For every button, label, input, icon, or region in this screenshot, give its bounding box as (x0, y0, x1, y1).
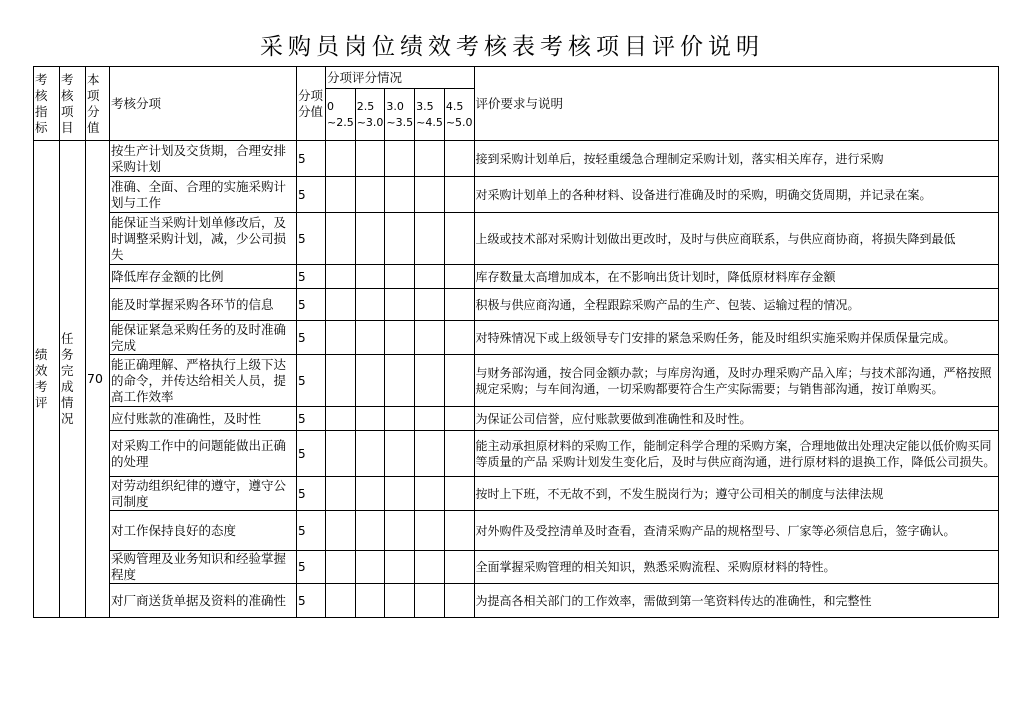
table-row (34, 289, 999, 321)
table-row (34, 355, 999, 407)
item-cell: 能及时掌握采购各环节的信息 (110, 289, 297, 321)
header-item: 考核分项 (110, 67, 297, 141)
item-cell: 能保证当采购计划单修改后，及时调整采购计划，减，少公司损失 (110, 213, 297, 265)
item-score-cell: 5 (297, 141, 326, 177)
description-cell: 对外购件及受控清单及时查看，查清采购产品的规格型号、厂家等必须信息后，签字确认。 (474, 511, 998, 551)
rating-cell (355, 511, 385, 551)
item-cell: 降低库存金额的比例 (110, 265, 297, 289)
rating-cell (385, 265, 415, 289)
evaluation-table (33, 66, 999, 618)
rating-cell (444, 289, 474, 321)
description-cell: 对特殊情况下或上级领导专门安排的紧急采购任务，能及时组织实施采购并保质保量完成。 (474, 321, 998, 355)
rating-cell (444, 355, 474, 407)
rating-cell (355, 321, 385, 355)
item-cell: 能正确理解、严格执行上级下达的命令，并传达给相关人员，提高工作效率 (110, 355, 297, 407)
header-item-score: 分项分值 (297, 67, 326, 141)
rating-cell (355, 584, 385, 618)
rating-cell (326, 213, 356, 265)
rating-cell (444, 584, 474, 618)
rating-cell (355, 477, 385, 511)
rating-cell (385, 584, 415, 618)
header-rating-group: 分项评分情况 (326, 67, 475, 89)
item-score-cell: 5 (297, 584, 326, 618)
item-score-cell: 5 (297, 511, 326, 551)
rating-cell (355, 177, 385, 213)
description-cell: 与财务部沟通，按合同金额办款；与库房沟通，及时办理采购产品入库；与技术部沟通，严格按照规定采购；与车间沟通，一切采购都要符合生产实际需要；与销售部沟通，按订单购买。 (474, 355, 998, 407)
rating-cell (385, 551, 415, 584)
rating-cell (385, 213, 415, 265)
rating-cell (444, 213, 474, 265)
rating-cell (326, 584, 356, 618)
rating-cell (326, 431, 356, 477)
header-level-4: 3.5 ~4.5 (415, 89, 445, 141)
rating-cell (444, 477, 474, 511)
item-score-cell: 5 (297, 213, 326, 265)
description-cell: 为提高各相关部门的工作效率，需做到第一笔资料传达的准确性，和完整性 (474, 584, 998, 618)
item-cell: 采购管理及业务知识和经验掌握程度 (110, 551, 297, 584)
item-score-cell: 5 (297, 551, 326, 584)
page-title: 采购员岗位绩效考核表考核项目评价说明 (260, 34, 764, 60)
rating-cell (385, 511, 415, 551)
header-project-score: 本项分值 (86, 67, 110, 141)
rating-cell (385, 177, 415, 213)
item-cell: 按生产计划及交货期，合理安排采购计划 (110, 141, 297, 177)
rating-cell (444, 511, 474, 551)
rating-cell (326, 355, 356, 407)
table-row (34, 584, 999, 618)
rating-cell (415, 321, 445, 355)
rating-cell (415, 431, 445, 477)
description-cell: 按时上下班，不无故不到，不发生脱岗行为；遵守公司相关的制度与法律法规 (474, 477, 998, 511)
rating-cell (385, 355, 415, 407)
project-cell: 任务完成情况 (60, 141, 86, 618)
rating-cell (415, 265, 445, 289)
rating-cell (355, 431, 385, 477)
rating-cell (355, 551, 385, 584)
rating-cell (444, 551, 474, 584)
header-level-2: 2.5 ~3.0 (355, 89, 385, 141)
table-row (34, 141, 999, 177)
rating-cell (415, 407, 445, 431)
rating-cell (355, 289, 385, 321)
rating-cell (385, 321, 415, 355)
item-score-cell: 5 (297, 321, 326, 355)
rating-cell (326, 141, 356, 177)
description-cell: 对采购计划单上的各种材料、设备进行准确及时的采购，明确交货周期，并记录在案。 (474, 177, 998, 213)
rating-cell (444, 407, 474, 431)
rating-cell (415, 355, 445, 407)
rating-cell (385, 141, 415, 177)
item-score-cell: 5 (297, 431, 326, 477)
rating-cell (444, 177, 474, 213)
table-row (34, 321, 999, 355)
rating-cell (415, 177, 445, 213)
table-row (34, 213, 999, 265)
item-score-cell: 5 (297, 477, 326, 511)
rating-cell (415, 289, 445, 321)
rating-cell (326, 511, 356, 551)
rating-cell (415, 213, 445, 265)
rating-cell (444, 321, 474, 355)
item-score-cell: 5 (297, 407, 326, 431)
table-row (34, 431, 999, 477)
table-row (34, 407, 999, 431)
description-cell: 接到采购计划单后，按轻重缓急合理制定采购计划，落实相关库存，进行采购 (474, 141, 998, 177)
rating-cell (385, 431, 415, 477)
table-row (34, 477, 999, 511)
rating-cell (355, 355, 385, 407)
item-cell: 对劳动组织纪律的遵守，遵守公司制度 (110, 477, 297, 511)
rating-cell (385, 477, 415, 511)
item-score-cell: 5 (297, 289, 326, 321)
description-cell: 积极与供应商沟通，全程跟踪采购产品的生产、包装、运输过程的情况。 (474, 289, 998, 321)
rating-cell (415, 141, 445, 177)
rating-cell (444, 431, 474, 477)
rating-cell (415, 584, 445, 618)
rating-cell (355, 407, 385, 431)
description-cell: 全面掌握采购管理的相关知识，熟悉采购流程、采购原材料的特性。 (474, 551, 998, 584)
header-level-3: 3.0 ~3.5 (385, 89, 415, 141)
rating-cell (385, 289, 415, 321)
rating-cell (415, 551, 445, 584)
rating-cell (326, 477, 356, 511)
item-cell: 对采购工作中的问题能做出正确的处理 (110, 431, 297, 477)
rating-cell (326, 551, 356, 584)
rating-cell (355, 141, 385, 177)
rating-cell (385, 407, 415, 431)
rating-cell (444, 265, 474, 289)
rating-cell (444, 141, 474, 177)
item-score-cell: 5 (297, 265, 326, 289)
header-level-5: 4.5 ~5.0 (444, 89, 474, 141)
item-cell: 能保证紧急采购任务的及时准确完成 (110, 321, 297, 355)
header-description: 评价要求与说明 (474, 67, 998, 141)
project-score-cell: 70 (86, 141, 110, 618)
item-cell: 应付账款的准确性，及时性 (110, 407, 297, 431)
header-level-1: 0 ~2.5 (326, 89, 356, 141)
item-cell: 对工作保持良好的态度 (110, 511, 297, 551)
header-indicator: 考核指标 (34, 67, 60, 141)
indicator-cell: 绩效考评 (34, 141, 60, 618)
item-score-cell: 5 (297, 355, 326, 407)
rating-cell (415, 477, 445, 511)
table-row (34, 511, 999, 551)
rating-cell (415, 511, 445, 551)
header-row-1 (34, 67, 999, 89)
rating-cell (355, 213, 385, 265)
rating-cell (326, 265, 356, 289)
description-cell: 能主动承担原材料的采购工作，能制定科学合理的采购方案，合理地做出处理决定能以低价购买同等质量的产品 采购计划发生变化后，及时与供应商沟通，进行原材料的退换工作，降低公司损失。 (474, 431, 998, 477)
rating-cell (326, 407, 356, 431)
item-cell: 对厂商送货单据及资料的准确性 (110, 584, 297, 618)
header-project: 考核项目 (60, 67, 86, 141)
description-cell: 上级或技术部对采购计划做出更改时，及时与供应商联系，与供应商协商，将损失降到最低 (474, 213, 998, 265)
item-score-cell: 5 (297, 177, 326, 213)
description-cell: 为保证公司信誉，应付账款要做到准确性和及时性。 (474, 407, 998, 431)
rating-cell (326, 177, 356, 213)
table-row (34, 177, 999, 213)
rating-cell (326, 321, 356, 355)
table-row (34, 265, 999, 289)
table-row (34, 551, 999, 584)
rating-cell (326, 289, 356, 321)
description-cell: 库存数量太高增加成本，在不影响出货计划时，降低原材料库存金额 (474, 265, 998, 289)
rating-cell (355, 265, 385, 289)
item-cell: 准确、全面、合理的实施采购计划与工作 (110, 177, 297, 213)
